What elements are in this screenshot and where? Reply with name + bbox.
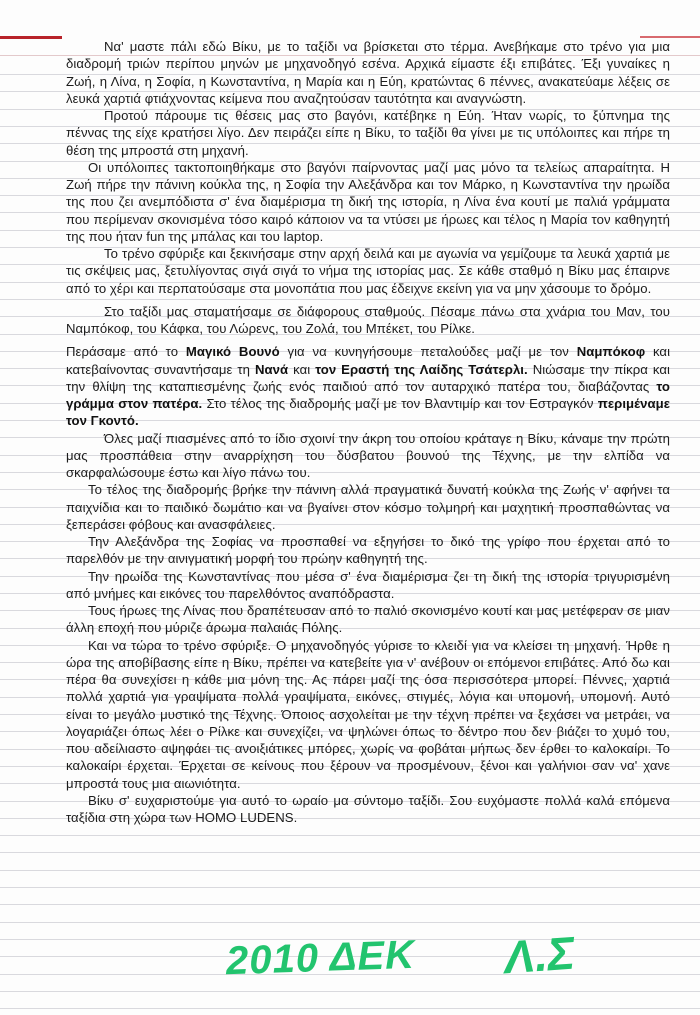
books-text: Στο τέλος της διαδρομής μαζί με τον Βλαντιμίρ και τον Εστραγκόν [202, 396, 598, 411]
rule-line [0, 835, 700, 836]
paragraph-stations: Στο ταξίδι μας σταματήσαμε σε διάφορους σταθμούς. Πέσαμε πάνω στα χνάρια του Μαν, του Ναμπόκοφ, του Κάφκα, του Λώρενς, του Ζολά, του Μπέκετ, του Ρίλκε. [66, 303, 670, 336]
paragraph-evi: Προτού πάρουμε τις θέσεις μας στο βαγόνι, κατέβηκε η Εύη. Ήταν νωρίς, το ξύπνημα της πέννας της είχε κρατήσει λίγο. Δεν πειράζει είπε η Βίκυ, το ταξίδι θα γίνει με τις υπόλοιπες και πήρε τη θέση της μπροστά στη μηχανή. [66, 108, 670, 158]
book-lady-chatterley: τον Εραστή της Λαίδης Τσάτερλι. [315, 361, 528, 377]
paragraph-lina: Τους ήρωες της Λίνας που δραπέτευσαν από το παλιό σκονισμένο κουτί και μας μετέφεραν σε μιαν άλλη εποχή που μύριζε άρωμα παλαιάς Πόλης. [66, 603, 670, 636]
handwritten-date: 2010 ΔΕΚ [225, 932, 416, 984]
books-text: και κατεβαίνοντας συναντήσαμε τη [66, 344, 671, 377]
paragraph-ending: Και να τώρα το τρένο σφύριξε. Ο μηχανοδηγός γύρισε το κλειδί για να κλείσει τη μηχανή. Ήρθε η ώρα της αποβίβασης είπε η Βίκυ, πρέπει να κατεβείτε για ν' ανέβουν οι επόμενοι επιβάτες. Από δω και πέρα θα συνεχίσει η κάθε μια μόνη της. Ας πάρει μαζί της όσα περισσότερα μπορεί. Πέννες, χαρτιά πολλά χαρτιά για γραψίματα πολλά γραψίματα, εικόνες, στιγμές, λόγια και υπομονή, υπομονή. Αυτό είναι το μεγάλο μυστικό της Τέχνης. Όποιος ασχολείται με την τέχνη πρέπει να ξεχάσει να μετράει, να λογαριάζει όπως λέει ο Ρίλκε και συνεχίζει, να ψηλώνει όπως το δέντρο που δεν βιάζει το χυμό του, που αδείλιαστο αψηφάει τις ανοιξιάτικες μπόρες, χωρίς να φοβάται μήπως δεν έρθει το καλοκαίρι. Το καλοκαίρι έρχεται. Έρχεται σε κείνους που ξέρουν να προσμένουν, ξένοι και γαλήνιοι σαν να' χανε μπροστά τους μια αιωνιότητα. [66, 637, 670, 791]
handwritten-initials: Λ.Σ [502, 926, 577, 984]
rule-line [0, 922, 700, 923]
rule-line [0, 852, 700, 853]
author-nabokov: Ναμπόκοφ [576, 344, 646, 360]
paragraph-rope: Όλες μαζί πιασμένες από το ίδιο σχοινί την άκρη του οποίου κράταγε η Βίκυ, κάναμε την πρώτη μας προσπάθεια στην αναρρίχηση του δύσβατου βουνού της Τέχνης, με την ελπίδα να σκαρφαλώσουμε έστω και λίγο πάνω του. [66, 430, 670, 480]
paragraph-train-start: Το τρένο σφύριξε και ξεκινήσαμε στην αρχή δειλά και με αγωνία να γεμίζουμε τα λευκά χαρτιά με τις σκέψεις μας, ξετυλίγοντας σιγά σιγά το νήμα της ιστορίας μας. Σε κάθε σταθμό η Βίκυ μας έπαιρνε από το χέρι και περπατούσαμε στα μονοπάτια που μας έδειχνε εκείνη για να μην χάσουμε το δρόμο. [66, 246, 670, 296]
paragraph-books [66, 343, 670, 429]
paragraph-zoi: Το τέλος της διαδρομής βρήκε την πάνινη αλλά πραγματικά δυνατή κούκλα της Ζωής ν' αφήνει τα παιχνίδια και το παιδικό δωμάτιο και να βγαίνει στον κόσμο τολμηρή και μαχητική προσπαθώντας να ξεπεράσει φόβους και ανασφάλειες. [66, 482, 670, 532]
paragraph-thanks: Βίκυ σ' ευχαριστούμε για αυτό το ωραίο μα σύντομο ταξίδι. Σου ευχόμαστε πολλά καλά επόμενα ταξίδια στη χώρα των HOMO LUDENS. [66, 792, 670, 825]
books-text: Περάσαμε από το [66, 344, 186, 360]
books-text: για να κυνηγήσουμε πεταλούδες μαζί με τον [279, 344, 577, 360]
rule-line [0, 1008, 700, 1009]
paragraph-sofia: Την Αλεξάνδρα της Σοφίας να προσπαθεί να εξηγήσει το δικό της γρίφο που έρχεται από το παρελθόν με την αινιγματική μορφή του πρώην καθηγητή της. [66, 534, 670, 567]
letter-body [66, 38, 670, 826]
paragraph-wagon: Οι υπόλοιπες τακτοποιηθήκαμε στο βαγόνι παίρνοντας μαζί μας μόνο τα τελείως απαραίτητα. Η Ζωή πήρε την πάνινη κούκλα της, η Σοφία την Αλεξάνδρα και τον Μάρκο, η Κωνσταντίνα την ηρωίδα της που ζει ανεμπόδιστα σ' ένα διαμέρισμα τη δική της ιστορία, η Λίνα ένα κουτί με παλιά γράμματα που περίμεναν σκονισμένα τόσο καιρό κάποιον να τα ντύσει με ήρωες και τέλος η Μαρία τον καθηγητή της που ήταν fun της μπάλας και του laptop. [66, 159, 670, 244]
books-text: Νιώσαμε την πίκρα και την θλίψη της καταπιεσμένης ζωής ενός παιδιού από τον αυταρχικό πατέρα του, διαβάζοντας [66, 361, 671, 394]
rule-line [0, 887, 700, 888]
book-magic-mountain: Μαγικό Βουνό [185, 344, 280, 360]
paragraph-konstantina: Την ηρωίδα της Κωνσταντίνας που μέσα σ' ένα διαμέρισμα ζει τη δική της ιστορία τριγυρισμένη από μνήμες και εικόνες του παρελθόντος αναπόδραστα. [66, 568, 670, 601]
margin-red-line-left [0, 36, 62, 39]
book-nana: Νανά [254, 361, 289, 377]
paragraph-intro: Να' μαστε πάλι εδώ Βίκυ, με το ταξίδι να βρίσκεται στο τέρμα. Ανεβήκαμε στο τρένο για μια διαδρομή τριών περίπου μηνών με μηχανοδηγό εσένα. Αρχικά είμαστε έξι επιβάτες. Έξι γυναίκες η Ζωή, η Λίνα, η Σοφία, η Κωνσταντίνα, η Μαρία και η Εύη, κρατώντας 6 πέννες, ανακατεύαμε λέξεις σε λευκά χαρτιά φτιάχνοντας κείμενα που αναζητούσαν ταυτότητα και αναγνώστη. [66, 39, 670, 106]
books-text: και [288, 361, 316, 377]
rule-line [0, 904, 700, 905]
book-letter-to-father: το γράμμα στον πατέρα. [66, 378, 670, 411]
rule-line [0, 870, 700, 871]
rule-line [0, 991, 700, 992]
book-waiting-for-godot: περιμέναμε τον Γκοντό. [66, 396, 670, 429]
